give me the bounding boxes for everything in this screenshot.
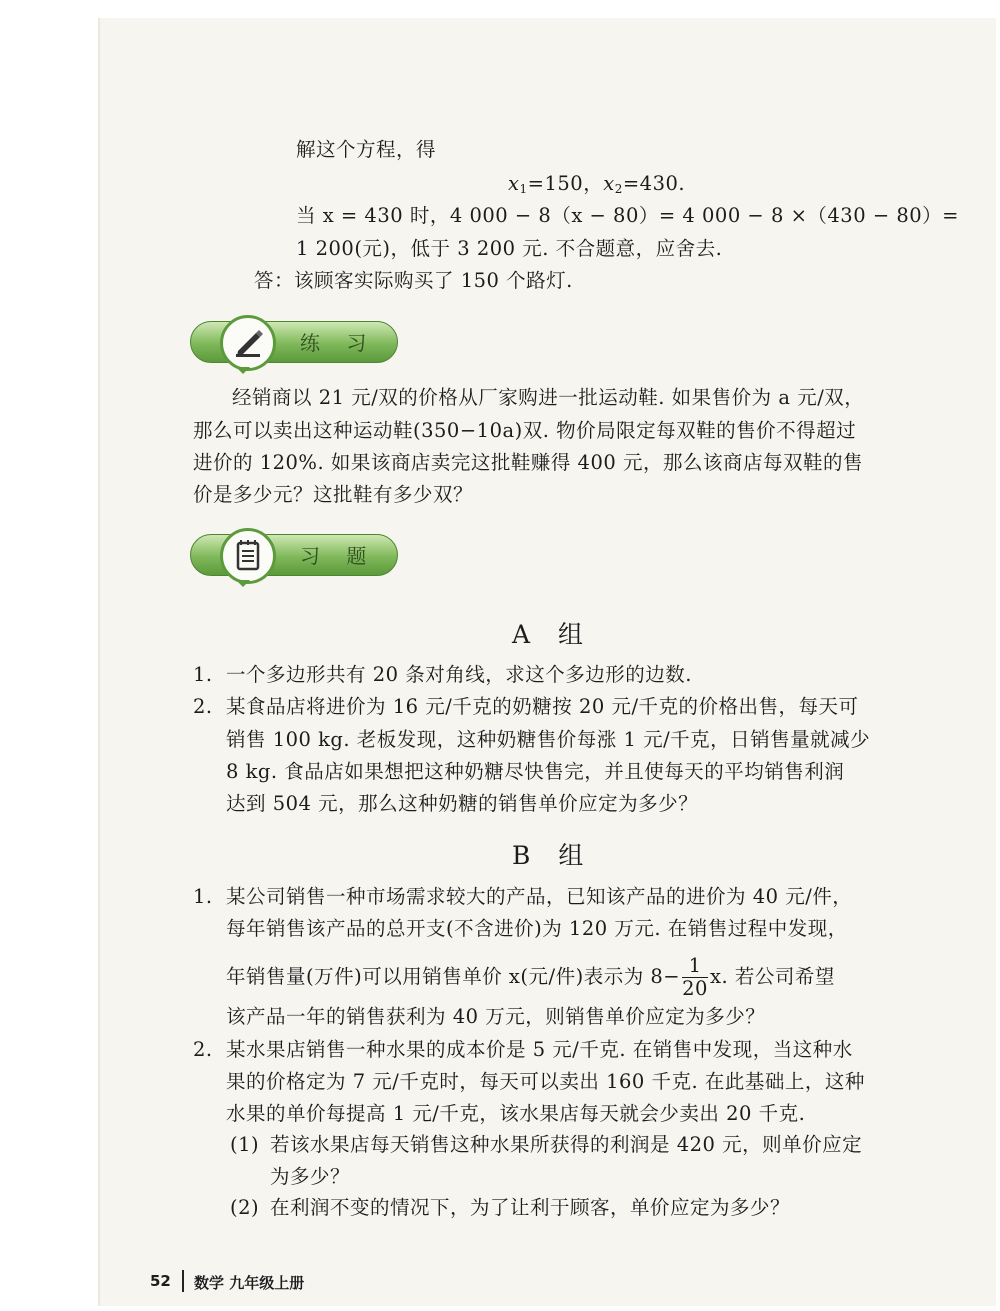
practice-label: 练 习 — [300, 331, 377, 355]
practice-banner — [190, 315, 400, 367]
exercise-number: 1. — [193, 885, 213, 908]
exercise-line: 该产品一年的销售获利为 40 万元，则销售单价应定为多少？ — [226, 1005, 766, 1028]
exercise-line: 水果的单价每提高 1 元/千克，该水果店每天就会少卖出 20 千克. — [226, 1102, 806, 1125]
exercise-line: 果的价格定为 7 元/千克时，每天可以卖出 160 千克. 在此基础上，这种 — [226, 1070, 865, 1093]
solution-answer: 答：该顾客实际购买了 150 个路灯. — [254, 269, 573, 292]
exercises-label: 习 题 — [300, 544, 377, 568]
exercise-number: 2. — [193, 695, 213, 718]
group-b-title: B 组 — [512, 841, 594, 870]
subquestion-number: (1) — [230, 1133, 260, 1156]
practice-line: 经销商以 21 元/双的价格从厂家购进一批运动鞋. 如果售价为 a 元/双， — [232, 386, 865, 409]
footer-divider — [182, 1270, 184, 1292]
exercise-line: 某食品店将进价为 16 元/千克的奶糖按 20 元/千克的价格出售，每天可 — [226, 695, 859, 718]
exercise-line: 达到 504 元，那么这种奶糖的销售单价应定为多少？ — [226, 792, 699, 815]
exercise-line: 销售 100 kg. 老板发现，这种奶糖售价每涨 1 元/千克，日销售量就减少 — [226, 728, 871, 751]
exercise-line: 每年销售该产品的总开支(不含进价)为 120 万元. 在销售过程中发现， — [226, 917, 848, 940]
group-a-title: A 组 — [512, 620, 594, 649]
practice-line: 那么可以卖出这种运动鞋(350−10a)双. 物价局限定每双鞋的售价不得超过 — [193, 419, 857, 442]
solution-check-line: 当 x = 430 时，4 000 − 8（x − 80）= 4 000 − 8 ×（430 − 80）= — [296, 204, 960, 227]
notebook-icon — [220, 528, 276, 584]
exercise-line: 某水果店销售一种水果的成本价是 5 元/千克. 在销售中发现，当这种水 — [226, 1038, 853, 1061]
book-title: 数学 九年级上册 — [194, 1274, 305, 1292]
solution-reject-line: 1 200(元)，低于 3 200 元. 不合题意，应舍去. — [296, 237, 723, 260]
solution-roots: $x_1=150$，$x_2=430$. — [508, 172, 686, 196]
exercises-banner — [190, 528, 400, 580]
exercise-number: 2. — [193, 1038, 213, 1061]
pencil-icon — [220, 315, 276, 371]
fraction: $\frac{1}{20}$ — [682, 954, 708, 1000]
exercise-line: 某公司销售一种市场需求较大的产品，已知该产品的进价为 40 元/件， — [226, 885, 853, 908]
exercise-line: 一个多边形共有 20 条对角线，求这个多边形的边数. — [226, 663, 692, 686]
subquestion-line: 为多少？ — [270, 1165, 351, 1188]
solution-intro: 解这个方程，得 — [296, 138, 437, 161]
exercise-line: 8 kg. 食品店如果想把这种奶糖尽快售完，并且使每天的平均销售利润 — [226, 760, 845, 783]
page-number: 52 — [150, 1272, 171, 1290]
practice-line: 进价的 120%. 如果该商店卖完这批鞋赚得 400 元，那么该商店每双鞋的售 — [193, 451, 863, 474]
subquestion-line: 若该水果店每天销售这种水果所获得的利润是 420 元，则单价应定 — [270, 1133, 863, 1156]
exercise-number: 1. — [193, 663, 213, 686]
exercise-line-with-fraction: 年销售量(万件)可以用销售单价 x(元/件)表示为 8− $\frac{1}{20}$ x. 若公司希望 — [226, 954, 835, 1000]
subquestion-number: (2) — [230, 1196, 260, 1219]
practice-line: 价是多少元？这批鞋有多少双？ — [193, 483, 474, 506]
subquestion-line: 在利润不变的情况下，为了让利于顾客，单价应定为多少？ — [270, 1196, 791, 1219]
